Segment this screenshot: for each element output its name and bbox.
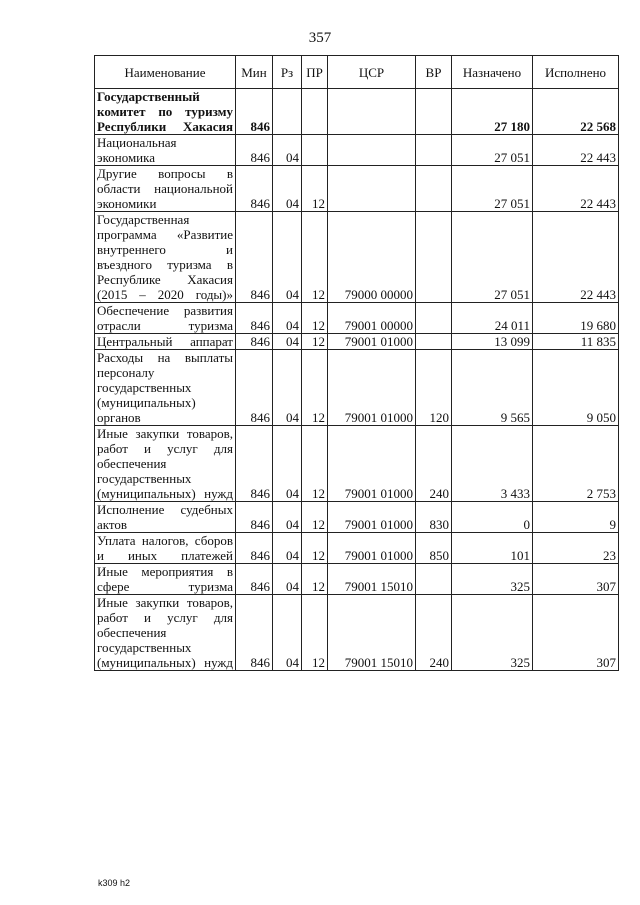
cell-executed: 9 050 [533, 350, 619, 426]
cell-min: 846 [236, 334, 273, 350]
cell-csr [328, 89, 416, 135]
cell-assigned: 13 099 [452, 334, 533, 350]
cell-rz [273, 89, 302, 135]
cell-rz: 04 [273, 334, 302, 350]
cell-assigned: 0 [452, 502, 533, 533]
cell-executed: 22 443 [533, 166, 619, 212]
cell-vr: 830 [416, 502, 452, 533]
cell-pr [302, 135, 328, 166]
cell-min: 846 [236, 564, 273, 595]
cell-executed: 22 443 [533, 212, 619, 303]
table-row [95, 533, 619, 564]
cell-assigned: 27 051 [452, 135, 533, 166]
header-vr: ВР [416, 56, 452, 89]
cell-rz: 04 [273, 533, 302, 564]
cell-csr: 79001 01000 [328, 533, 416, 564]
table-row [95, 502, 619, 533]
cell-name: Уплата налогов, сборов и иных платежей [95, 533, 236, 564]
cell-name: Обеспечение развития отрасли туризма [95, 303, 236, 334]
cell-vr: 120 [416, 350, 452, 426]
cell-csr: 79001 01000 [328, 502, 416, 533]
header-pr: ПР [302, 56, 328, 89]
cell-min: 846 [236, 212, 273, 303]
budget-table [94, 55, 619, 671]
cell-executed: 9 [533, 502, 619, 533]
cell-pr: 12 [302, 334, 328, 350]
cell-assigned: 3 433 [452, 426, 533, 502]
cell-min: 846 [236, 426, 273, 502]
table-row [95, 564, 619, 595]
cell-pr [302, 89, 328, 135]
cell-pr: 12 [302, 166, 328, 212]
cell-assigned: 9 565 [452, 350, 533, 426]
cell-pr: 12 [302, 564, 328, 595]
table-header-row [95, 56, 619, 89]
cell-executed: 307 [533, 595, 619, 671]
cell-min: 846 [236, 502, 273, 533]
cell-name: Государственный комитет по туризму Республики Хакасия [95, 89, 236, 135]
table-row [95, 595, 619, 671]
cell-rz: 04 [273, 502, 302, 533]
cell-name: Национальная экономика [95, 135, 236, 166]
cell-rz: 04 [273, 212, 302, 303]
cell-csr: 79000 00000 [328, 212, 416, 303]
table-row [95, 166, 619, 212]
table-row [95, 135, 619, 166]
footer-code: k309 h2 [98, 878, 131, 888]
cell-pr: 12 [302, 350, 328, 426]
cell-rz: 04 [273, 135, 302, 166]
cell-assigned: 27 180 [452, 89, 533, 135]
cell-pr: 12 [302, 533, 328, 564]
cell-assigned: 27 051 [452, 212, 533, 303]
cell-name: Другие вопросы в области национальной экономики [95, 166, 236, 212]
cell-executed: 19 680 [533, 303, 619, 334]
cell-csr: 79001 01000 [328, 334, 416, 350]
cell-min: 846 [236, 303, 273, 334]
table-row [95, 334, 619, 350]
cell-pr: 12 [302, 303, 328, 334]
cell-vr [416, 212, 452, 303]
cell-csr: 79001 15010 [328, 595, 416, 671]
cell-min: 846 [236, 595, 273, 671]
cell-min: 846 [236, 135, 273, 166]
cell-name: Государственная программа «Развитие внутреннего и въездного туризма в Республике Хакасия (2015 – 2020 годы)» [95, 212, 236, 303]
cell-rz: 04 [273, 426, 302, 502]
cell-csr: 79001 01000 [328, 350, 416, 426]
cell-assigned: 24 011 [452, 303, 533, 334]
cell-executed: 23 [533, 533, 619, 564]
cell-name: Исполнение судебных актов [95, 502, 236, 533]
cell-min: 846 [236, 89, 273, 135]
cell-vr: 240 [416, 426, 452, 502]
cell-name: Расходы на выплаты персоналу государственных (муниципальных) органов [95, 350, 236, 426]
cell-vr [416, 303, 452, 334]
cell-assigned: 101 [452, 533, 533, 564]
table-row [95, 350, 619, 426]
cell-vr [416, 334, 452, 350]
cell-rz: 04 [273, 564, 302, 595]
cell-name: Иные закупки товаров, работ и услуг для обеспечения государственных (муниципальных) нужд [95, 595, 236, 671]
cell-csr [328, 166, 416, 212]
cell-vr [416, 166, 452, 212]
cell-pr: 12 [302, 426, 328, 502]
cell-pr: 12 [302, 212, 328, 303]
cell-assigned: 325 [452, 595, 533, 671]
cell-assigned: 325 [452, 564, 533, 595]
cell-pr: 12 [302, 502, 328, 533]
cell-vr [416, 564, 452, 595]
cell-assigned: 27 051 [452, 166, 533, 212]
header-min: Мин [236, 56, 273, 89]
cell-executed: 307 [533, 564, 619, 595]
cell-rz: 04 [273, 166, 302, 212]
cell-vr: 850 [416, 533, 452, 564]
cell-executed: 2 753 [533, 426, 619, 502]
table-row [95, 89, 619, 135]
cell-rz: 04 [273, 595, 302, 671]
cell-name: Иные закупки товаров, работ и услуг для обеспечения государственных (муниципальных) нужд [95, 426, 236, 502]
cell-min: 846 [236, 166, 273, 212]
cell-csr: 79001 01000 [328, 426, 416, 502]
cell-executed: 22 568 [533, 89, 619, 135]
cell-rz: 04 [273, 350, 302, 426]
cell-vr [416, 135, 452, 166]
cell-vr [416, 89, 452, 135]
header-name: Наименование [95, 56, 236, 89]
cell-name: Иные мероприятия в сфере туризма [95, 564, 236, 595]
cell-vr: 240 [416, 595, 452, 671]
cell-min: 846 [236, 350, 273, 426]
cell-name: Центральный аппарат [95, 334, 236, 350]
header-executed: Исполнено [533, 56, 619, 89]
cell-csr: 79001 00000 [328, 303, 416, 334]
cell-executed: 11 835 [533, 334, 619, 350]
header-assigned: Назначено [452, 56, 533, 89]
cell-min: 846 [236, 533, 273, 564]
cell-csr: 79001 15010 [328, 564, 416, 595]
table-row [95, 426, 619, 502]
table-row [95, 212, 619, 303]
page-number: 357 [308, 30, 332, 46]
cell-executed: 22 443 [533, 135, 619, 166]
header-rz: Рз [273, 56, 302, 89]
table-row [95, 303, 619, 334]
cell-csr [328, 135, 416, 166]
cell-rz: 04 [273, 303, 302, 334]
header-csr: ЦСР [328, 56, 416, 89]
cell-pr: 12 [302, 595, 328, 671]
